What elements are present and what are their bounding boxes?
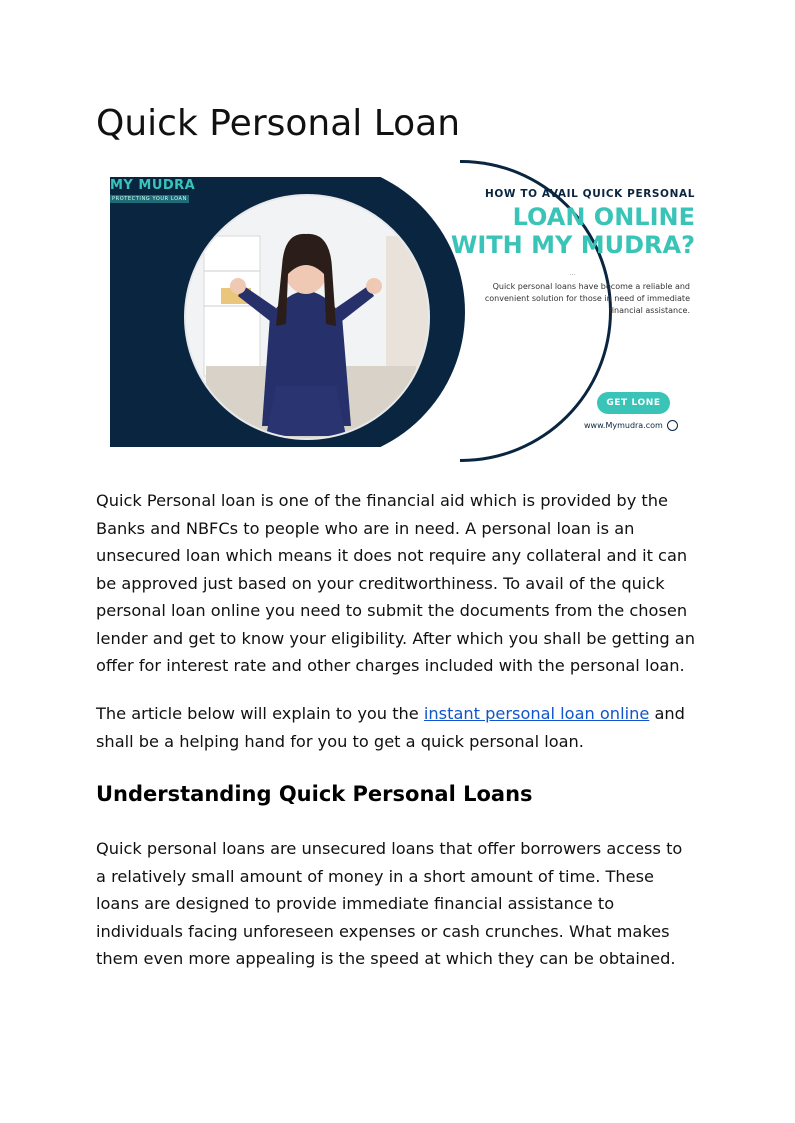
banner-kicker: HOW TO AVAIL QUICK PERSONAL <box>484 188 695 200</box>
banner-text-block <box>450 188 695 317</box>
get-loan-button: GET LONE <box>597 392 670 414</box>
article-paragraph <box>96 700 696 755</box>
banner-blurb: Quick personal loans have become a reliable and convenient solution for those in need of immediate financial assistance. <box>484 282 690 315</box>
banner-headline-line2: WITH MY MUDRA? <box>450 231 695 259</box>
article-paragraph-end: and shall be a helping hand for you to get a quick personal loan. <box>96 704 685 751</box>
intro-paragraph: Quick Personal loan is one of the financial aid which is provided by the Banks and NBFCs to people who are in need. A personal loan is an unsecured loan which means it does not require any collateral and it can be approved just based on your creditworthiness. To avail of the quick personal loan online you need to submit the documents from the chosen lender and get to know your eligibility. After which you shall be getting an offer for interest rate and other charges included with the personal loan. <box>96 491 695 675</box>
woman-photo-illustration <box>184 194 430 440</box>
banner-image <box>110 160 706 466</box>
banner-headline-line1: LOAN ONLINE <box>512 203 695 231</box>
brand-tagline: PROTECTING YOUR LOAN <box>112 196 187 202</box>
section-heading: Understanding Quick Personal Loans <box>96 782 533 806</box>
instant-personal-loan-link[interactable]: instant personal loan online <box>423 704 650 723</box>
globe-icon <box>667 420 678 431</box>
banner-dots: ... <box>569 269 576 277</box>
banner-headline <box>450 203 695 259</box>
banner-url <box>584 420 678 431</box>
page-title: Quick Personal Loan <box>96 103 461 144</box>
brand-logo: MY MUDRA <box>110 178 196 193</box>
banner-url-text: www.Mymudra.com <box>584 421 663 430</box>
article-paragraph-start: The article below will explain to you the <box>96 704 424 723</box>
section-paragraph: Quick personal loans are unsecured loans that offer borrowers access to a relatively small amount of money in a short amount of time. These loans are designed to provide immediate financial assistance to individuals facing unforeseen expenses or cash crunches. What makes them even more appealing is the speed at which they can be obtained. <box>96 839 683 968</box>
